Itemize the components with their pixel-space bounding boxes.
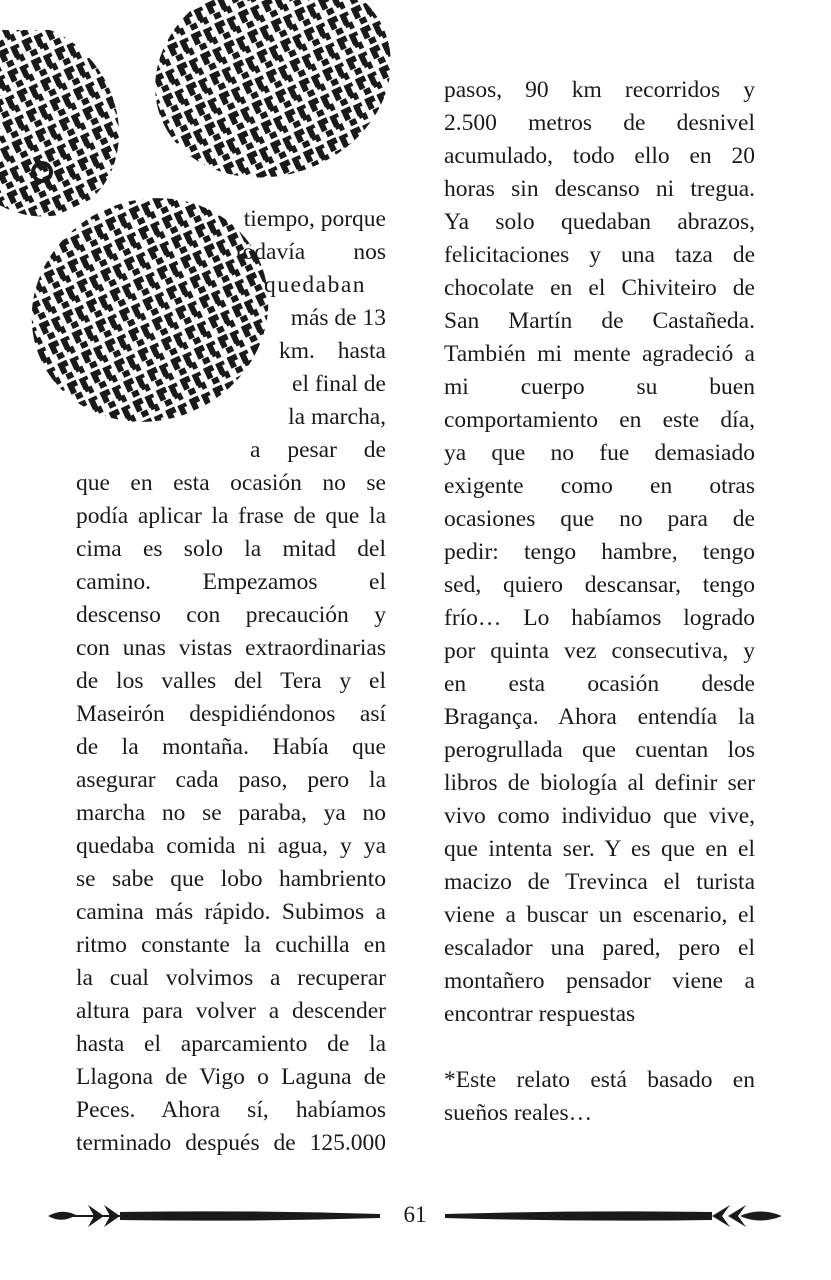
text-line: quedaba comida ni agua, y ya xyxy=(76,833,386,859)
text-line: montañero pensador viene a xyxy=(444,968,755,994)
text-line: ya que no fue demasiado xyxy=(444,440,755,466)
text-line: cima es solo la mitad del xyxy=(76,536,386,562)
text-line: escalador una pared, pero el xyxy=(444,935,755,961)
text-line: Peces. Ahora sí, habíamos xyxy=(76,1097,386,1123)
text-line: de la montaña. Había que xyxy=(76,734,386,760)
text-line: km. hasta xyxy=(279,338,386,364)
text-line: San Martín de Castañeda. xyxy=(444,308,755,334)
text-line: marcha no se paraba, ya no xyxy=(76,800,386,826)
text-line: chocolate en el Chiviteiro de xyxy=(444,275,755,301)
text-line: camino. Empezamos el xyxy=(76,569,386,595)
text-line: pedir: tengo hambre, tengo xyxy=(444,539,755,565)
text-line: pasos, 90 km recorridos y xyxy=(444,77,755,103)
text-line: Maseirón despidiéndonos así xyxy=(76,701,386,727)
text-line: horas sin descanso ni tregua. xyxy=(444,176,755,202)
text-line: terminado después de 125.000 xyxy=(76,1130,386,1156)
text-line: acumulado, todo ello en 20 xyxy=(444,143,755,169)
text-line: Ya solo quedaban abrazos, xyxy=(444,209,755,235)
text-line: la cual volvimos a recuperar xyxy=(76,965,386,991)
text-line: que en esta ocasión no se xyxy=(76,470,386,496)
text-line: podía aplicar la frase de que la xyxy=(76,503,386,529)
page-number: 61 xyxy=(403,1202,427,1227)
text-line: ocasiones que no para de xyxy=(444,506,755,532)
footprint-top-right xyxy=(140,0,420,190)
text-line: libros de biología al definir ser xyxy=(444,770,755,796)
text-line: También mi mente agradeció a xyxy=(444,341,755,367)
text-line: 2.500 metros de desnivel xyxy=(444,110,755,136)
text-line: felicitaciones y una taza de xyxy=(444,242,755,268)
footprint-top-left xyxy=(0,30,130,220)
text-line: encontrar respuestas xyxy=(444,1001,636,1027)
text-line: por quinta vez consecutiva, y xyxy=(444,638,755,664)
text-line: tiempo, porque xyxy=(243,206,386,232)
note-line: sueños reales… xyxy=(444,1100,593,1126)
text-line: el final de xyxy=(292,371,386,397)
text-line: ritmo constante la cuchilla en xyxy=(76,932,386,958)
text-line: asegurar cada paso, pero la xyxy=(76,767,386,793)
text-line: con unas vistas extraordinarias xyxy=(76,635,386,661)
text-line: exigente como en otras xyxy=(444,473,755,499)
text-line: camina más rápido. Subimos a xyxy=(76,899,386,925)
text-line: hasta el aparcamiento de la xyxy=(76,1031,386,1057)
text-line: mi cuerpo su buen xyxy=(444,374,755,400)
text-line: descenso con precaución y xyxy=(76,602,386,628)
text-line: macizo de Trevinca el turista xyxy=(444,869,755,895)
text-line: frío… Lo habíamos logrado xyxy=(444,605,755,631)
text-line: altura para volver a descender xyxy=(76,998,386,1024)
note-line: *Este relato está basado en xyxy=(444,1067,755,1093)
text-line: en esta ocasión desde xyxy=(444,671,755,697)
text-line: Bragança. Ahora entendía la xyxy=(444,704,755,730)
text-line: que intenta ser. Y es que en el xyxy=(444,836,755,862)
text-line: Llagona de Vigo o Laguna de xyxy=(76,1064,386,1090)
text-line: se sabe que lobo hambriento xyxy=(76,866,386,892)
text-line: de los valles del Tera y el xyxy=(76,668,386,694)
text-line: comportamiento en este día, xyxy=(444,407,755,433)
text-line: a pesar de xyxy=(250,437,386,463)
text-line: todavía nos xyxy=(236,239,386,265)
text-line: viene a buscar un escenario, el xyxy=(444,902,755,928)
text-line: perogrullada que cuentan los xyxy=(444,737,755,763)
text-line: la marcha, xyxy=(288,404,386,430)
text-line: quedaban xyxy=(264,272,367,298)
text-line: vivo como individuo que vive, xyxy=(444,803,755,829)
text-line: más de 13 xyxy=(290,305,386,331)
text-line: sed, quiero descansar, tengo xyxy=(444,572,755,598)
